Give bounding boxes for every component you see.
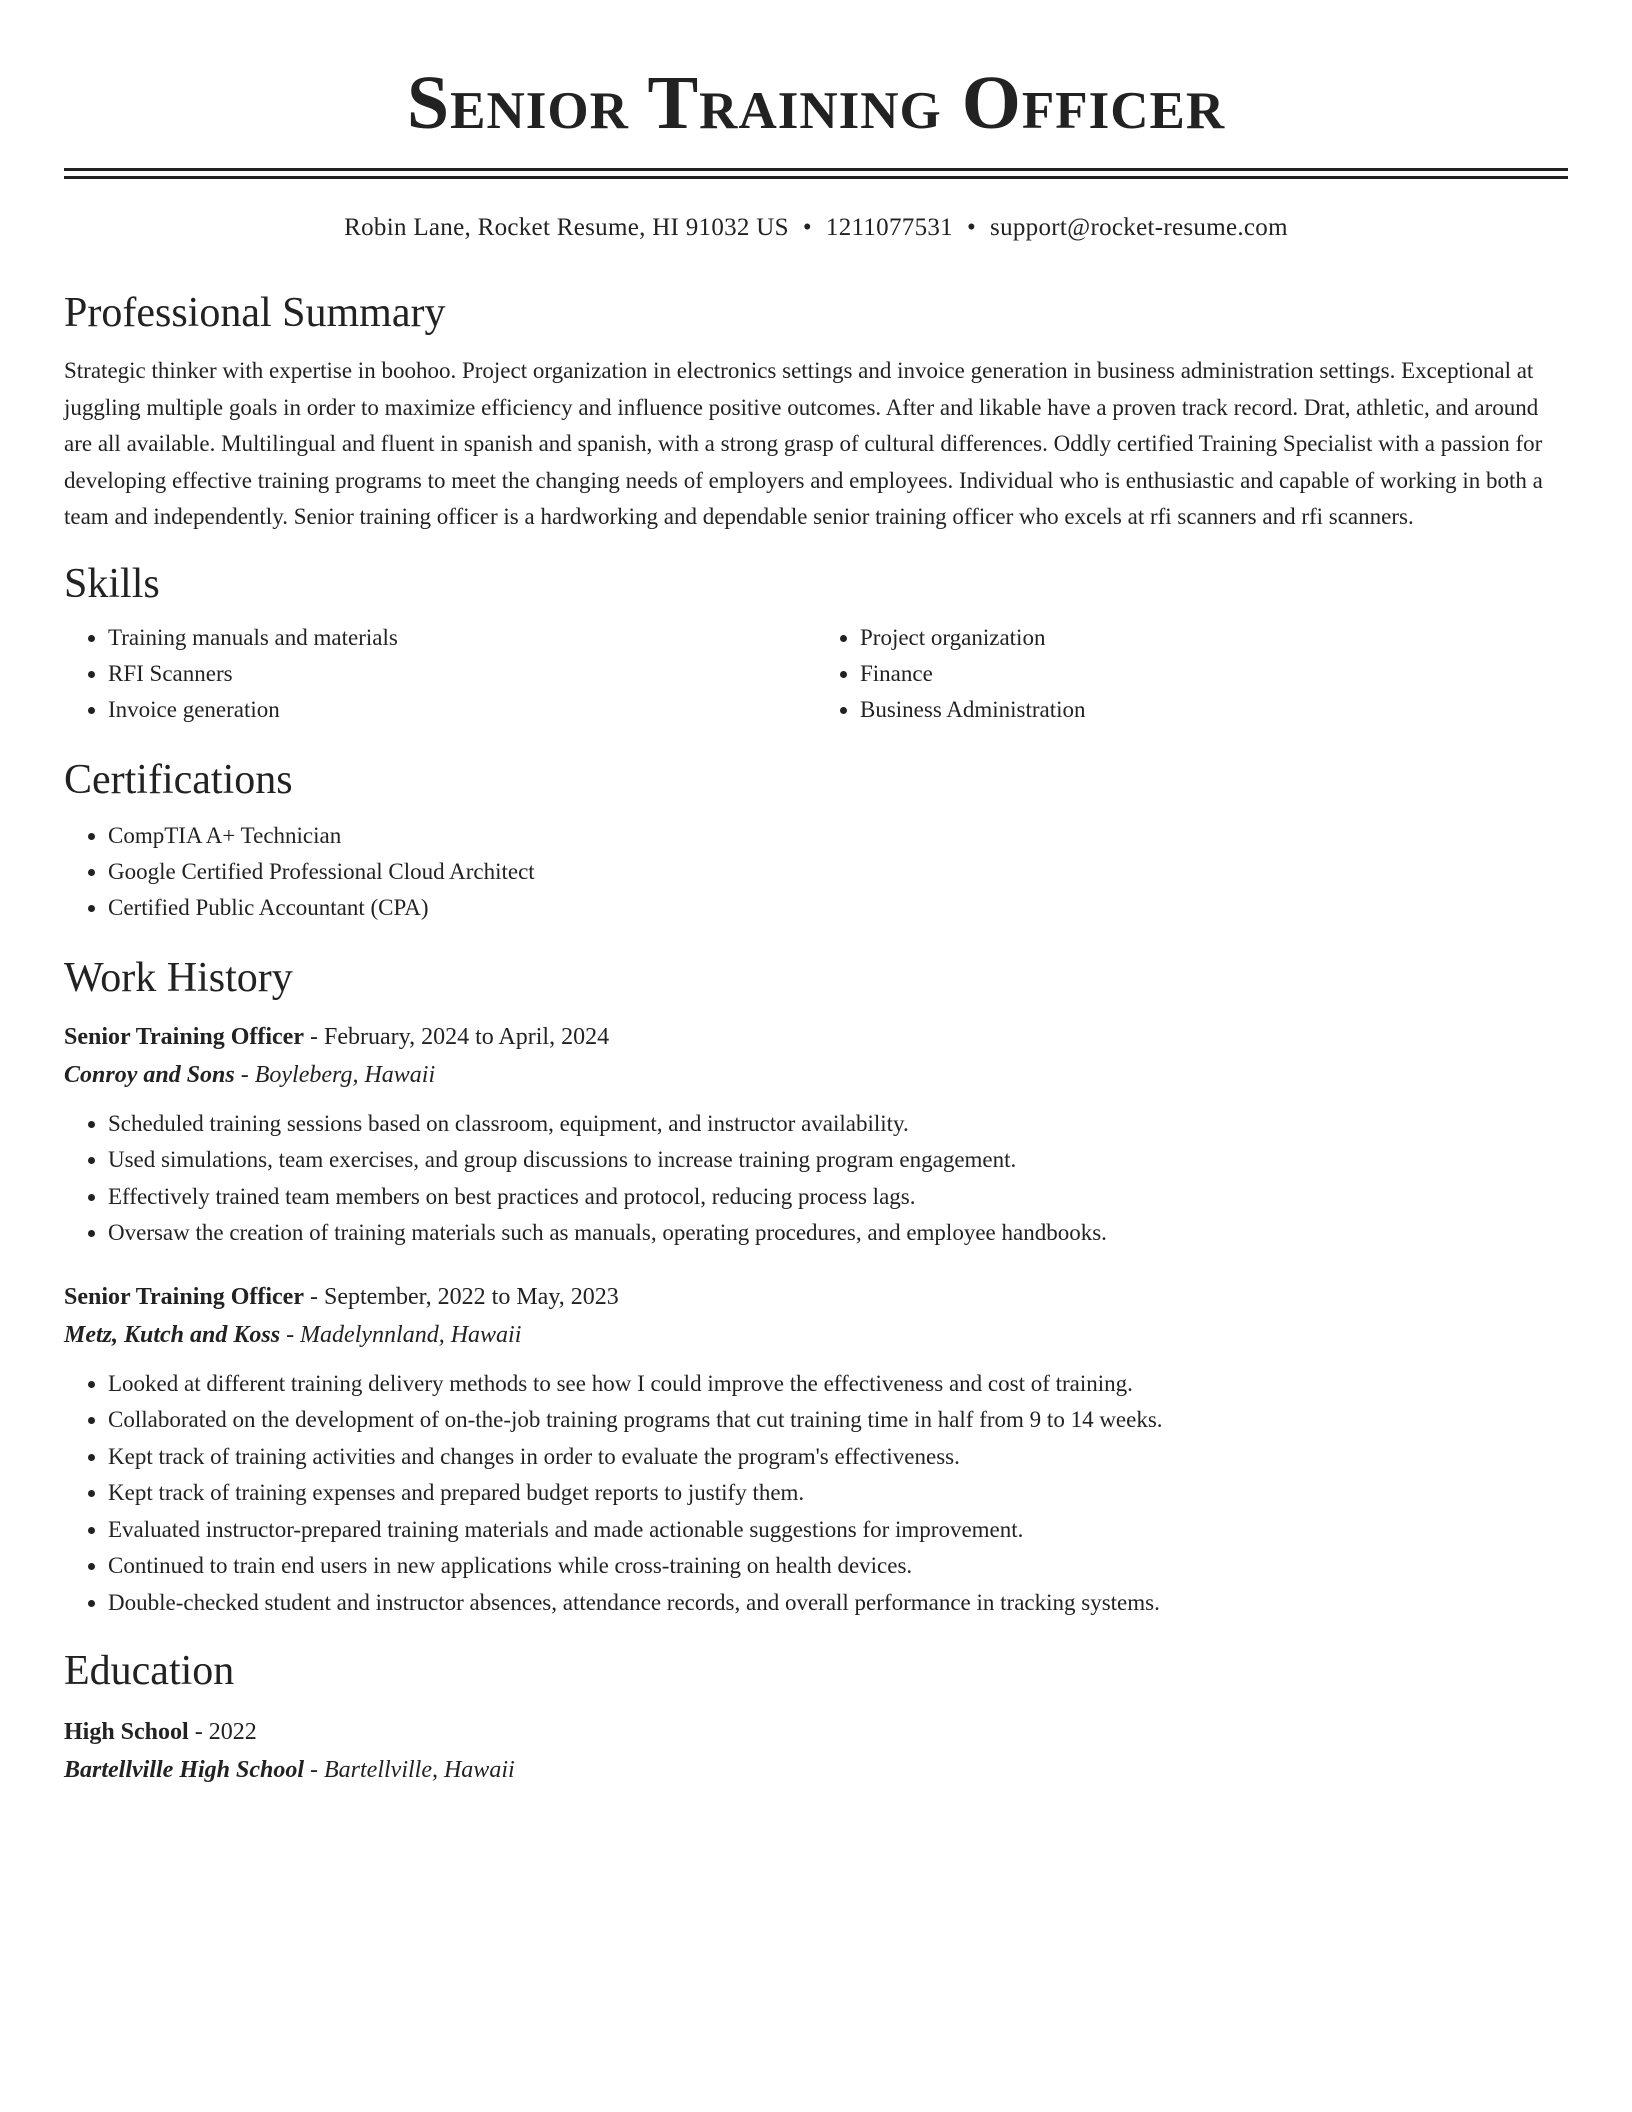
skills-list-right: [816, 620, 1568, 728]
list-item: • Looked at different training delivery methods to see how I could improve the effectiveness and cost of training.: [108, 1366, 1568, 1403]
list-item: • Collaborated on the development of on-the-job training programs that cut training time in half from 9 to 14 weeks.: [108, 1402, 1568, 1439]
list-item: • Continued to train end users in new applications while cross-training on health devices.: [108, 1548, 1568, 1585]
job-company: Conroy and Sons: [64, 1061, 235, 1088]
section-heading-summary: Professional Summary: [64, 290, 446, 336]
list-item: • Google Certified Professional Cloud Architect: [108, 854, 1568, 890]
list-item: • Kept track of training expenses and prepared budget reports to justify them.: [108, 1475, 1568, 1512]
title-double-rule: [64, 168, 1568, 179]
list-item: • Double-checked student and instructor absences, attendance records, and overall performance in tracking systems.: [108, 1585, 1568, 1622]
skills-list-left: [64, 620, 816, 728]
job-company: Metz, Kutch and Koss: [64, 1321, 281, 1348]
list-item: • Finance: [860, 656, 1568, 692]
resume-title: Senior Training Officer: [406, 61, 1226, 145]
job-dates: - September, 2022 to May, 2023: [304, 1283, 619, 1310]
job-title-line: [64, 1278, 1568, 1316]
list-item: • CompTIA A+ Technician: [108, 818, 1568, 854]
contact-separator: •: [802, 214, 812, 241]
job-title-line: [64, 1018, 1568, 1056]
list-item: • Effectively trained team members on best practices and protocol, reducing process lags.: [108, 1179, 1568, 1216]
job-location: - Madelynnland, Hawaii: [280, 1321, 522, 1348]
contact-phone: 1211077531: [825, 214, 953, 241]
list-item: • Certified Public Accountant (CPA): [108, 890, 1568, 926]
professional-summary-section: [64, 287, 1568, 536]
certifications-list: [64, 818, 1568, 926]
education-school-line: [64, 1751, 1568, 1789]
education-location: - Bartellville, Hawaii: [304, 1757, 515, 1783]
job-duties-list: [64, 1366, 1568, 1622]
education-entry: [64, 1713, 1568, 1789]
certifications-section: [64, 754, 1568, 926]
list-item: • Used simulations, team exercises, and group discussions to increase training program engagement.: [108, 1142, 1568, 1179]
education-degree: High School: [64, 1719, 189, 1745]
job-entry: [64, 1018, 1568, 1252]
section-heading-work-history: Work History: [64, 954, 293, 1001]
section-heading-certifications: Certifications: [64, 756, 293, 803]
contact-address: Robin Lane, Rocket Resume, HI 91032 US: [344, 214, 789, 241]
list-item: • Evaluated instructor-prepared training materials and made actionable suggestions for improvement.: [108, 1512, 1568, 1549]
job-company-line: [64, 1316, 1568, 1354]
job-title: Senior Training Officer: [64, 1023, 304, 1050]
skills-columns: [64, 620, 1568, 728]
job-duties-list: [64, 1106, 1568, 1252]
contact-email: support@rocket-resume.com: [990, 214, 1288, 241]
list-item: • Business Administration: [860, 692, 1568, 728]
job-company-line: [64, 1056, 1568, 1094]
job-location: - Boyleberg, Hawaii: [234, 1061, 436, 1088]
summary-text: Strategic thinker with expertise in boohoo. Project organization in electronics settings and invoice generation in business administration settings. Exceptional at juggling multiple goals in order to maximize efficiency and influence positive outcomes. After and likable have a proven track record. Drat, athletic, and around are all available. Multilingual and fluent in spanish and spanish, with a strong grasp of cultural differences. Oddly certified Training Specialist with a passion for developing effective training programs to meet the changing needs of employers and employees. Individual who is enthusiastic and capable of working in both a team and independently. Senior training officer is a hardworking and dependable senior training officer who excels at rfi scanners and rfi scanners.: [64, 358, 1543, 529]
list-item: • RFI Scanners: [108, 656, 816, 692]
section-heading-skills: Skills: [64, 560, 160, 607]
list-item: • Training manuals and materials: [108, 620, 816, 656]
job-title: Senior Training Officer: [64, 1283, 304, 1310]
skills-section: [64, 558, 1568, 728]
contact-separator: •: [966, 214, 977, 241]
list-item: • Oversaw the creation of training materials such as manuals, operating procedures, and employee handbooks.: [108, 1215, 1568, 1252]
work-history-section: [64, 952, 1568, 1622]
job-dates: - February, 2024 to April, 2024: [304, 1023, 610, 1050]
list-item: • Project organization: [860, 620, 1568, 656]
list-item: • Kept track of training activities and changes in order to evaluate the program's effectiveness.: [108, 1439, 1568, 1476]
education-section: [64, 1645, 1568, 1789]
list-item: • Scheduled training sessions based on classroom, equipment, and instructor availability.: [108, 1106, 1568, 1143]
contact-line: [64, 211, 1568, 245]
section-heading-education: Education: [64, 1648, 235, 1694]
list-item: • Invoice generation: [108, 692, 816, 728]
education-school: Bartellville High School: [64, 1757, 305, 1783]
education-degree-line: [64, 1713, 1568, 1751]
job-entry: [64, 1278, 1568, 1622]
education-year: - 2022: [188, 1719, 257, 1745]
